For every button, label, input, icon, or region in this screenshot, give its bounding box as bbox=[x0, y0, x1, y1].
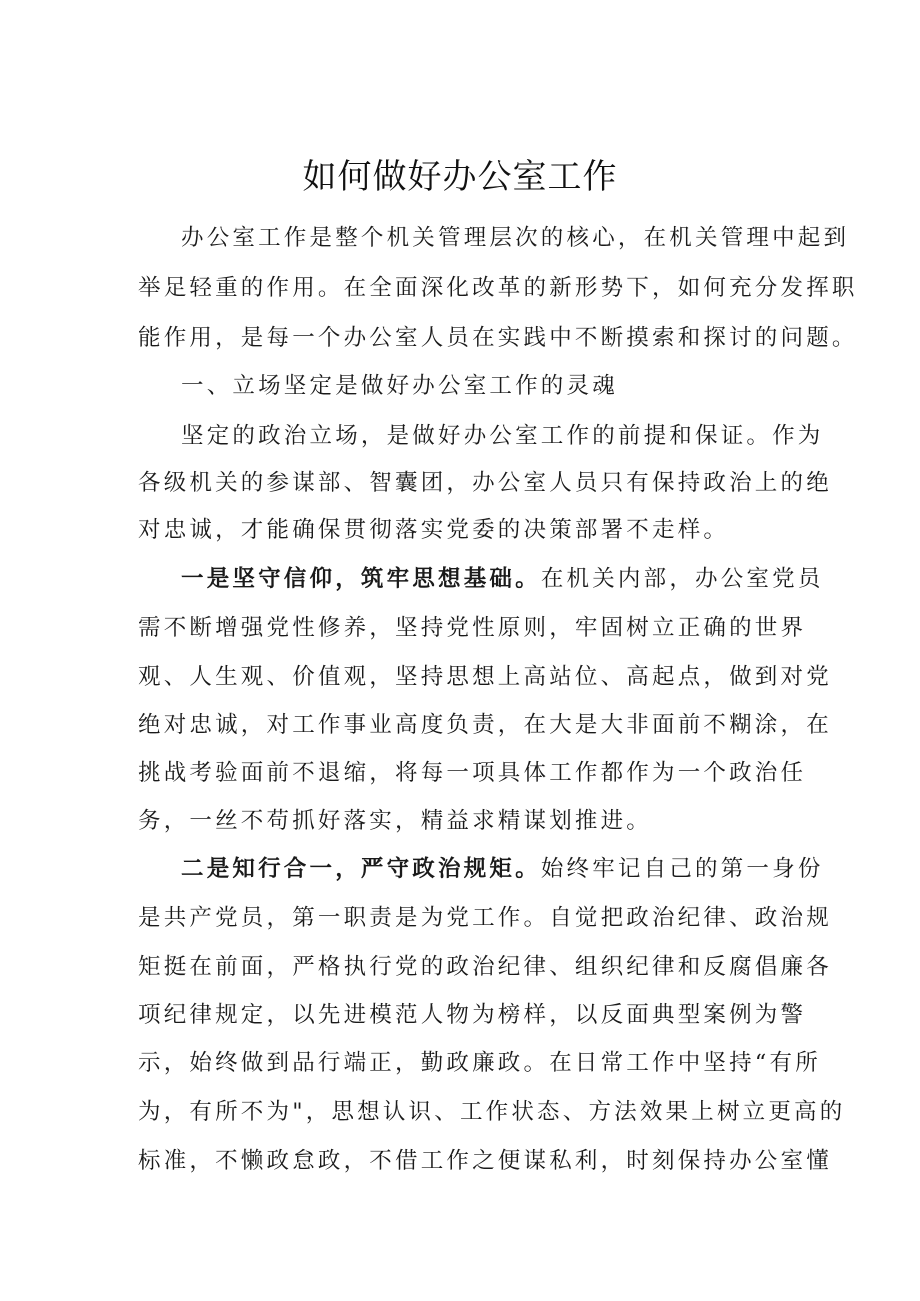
document-title: 如何做好办公室工作 bbox=[302, 157, 618, 197]
paragraph-4-line-5: 示，始终做到品行端正，勤政廉政。在日常工作中坚持“有所 bbox=[138, 1050, 821, 1076]
paragraph-4-line-3: 矩挺在前面，严格执行党的政治纪律、组织纪律和反腐倡廉各 bbox=[138, 954, 832, 980]
paragraph-4-lead: 二是知行合一，严守政治规矩。 bbox=[181, 856, 541, 882]
paragraph-4-line-6: 为，有所不为"，思想认识、工作状态、方法效果上树立更高的 bbox=[138, 1099, 846, 1125]
paragraph-3-line-1 bbox=[181, 556, 824, 602]
section-heading-1: 一、立场坚定是做好办公室工作的灵魂 bbox=[181, 373, 618, 399]
paragraph-2-line-2: 各级机关的参谋部、智囊团，办公室人员只有保持政治上的绝 bbox=[138, 470, 832, 496]
paragraph-4-line-1 bbox=[181, 846, 824, 892]
paragraph-4-line-2: 是共产党员，第一职责是为党工作。自觉把政治纪律、政治规 bbox=[138, 905, 832, 931]
paragraph-3-lead: 一是坚守信仰，筑牢思想基础。 bbox=[181, 566, 541, 592]
paragraph-4-line-7: 标准，不懒政怠政，不借工作之便谋私利，时刻保持办公室懂 bbox=[138, 1148, 832, 1174]
paragraph-1-line-2: 举足轻重的作用。在全面深化改革的新形势下，如何充分发挥职 bbox=[138, 275, 858, 301]
paragraph-3-line-2: 需不断增强党性修养，坚持党性原则，牢固树立正确的世界 bbox=[138, 615, 807, 641]
paragraph-3-line-3: 观、人生观、价值观，坚持思想上高站位、高起点，做到对党 bbox=[138, 664, 832, 690]
paragraph-4-line-4: 项纪律规定，以先进模范人物为榜样，以反面典型案例为警 bbox=[138, 1002, 807, 1028]
paragraph-2-line-1: 坚定的政治立场，是做好办公室工作的前提和保证。作为 bbox=[181, 423, 824, 449]
paragraph-3-line-6: 务，一丝不苟抓好落实，精益求精谋划推进。 bbox=[138, 808, 653, 834]
paragraph-1-line-3: 能作用，是每一个办公室人员在实践中不断摸索和探讨的问题。 bbox=[138, 325, 858, 351]
paragraph-4-first-rest: 始终牢记自己的第一身份 bbox=[540, 856, 824, 882]
paragraph-3-line-4: 绝对忠诚，对工作事业高度负责，在大是大非面前不糊涂，在 bbox=[138, 712, 832, 738]
paragraph-1-line-1: 办公室工作是整个机关管理层次的核心，在机关管理中起到 bbox=[181, 225, 850, 251]
paragraph-3-line-5: 挑战考验面前不退缩，将每一项具体工作都作为一个政治任 bbox=[138, 760, 807, 786]
paragraph-3-first-rest: 在机关内部，办公室党员 bbox=[540, 566, 824, 592]
paragraph-2-line-3: 对忠诚，才能确保贯彻落实党委的决策部署不走样。 bbox=[138, 517, 730, 543]
